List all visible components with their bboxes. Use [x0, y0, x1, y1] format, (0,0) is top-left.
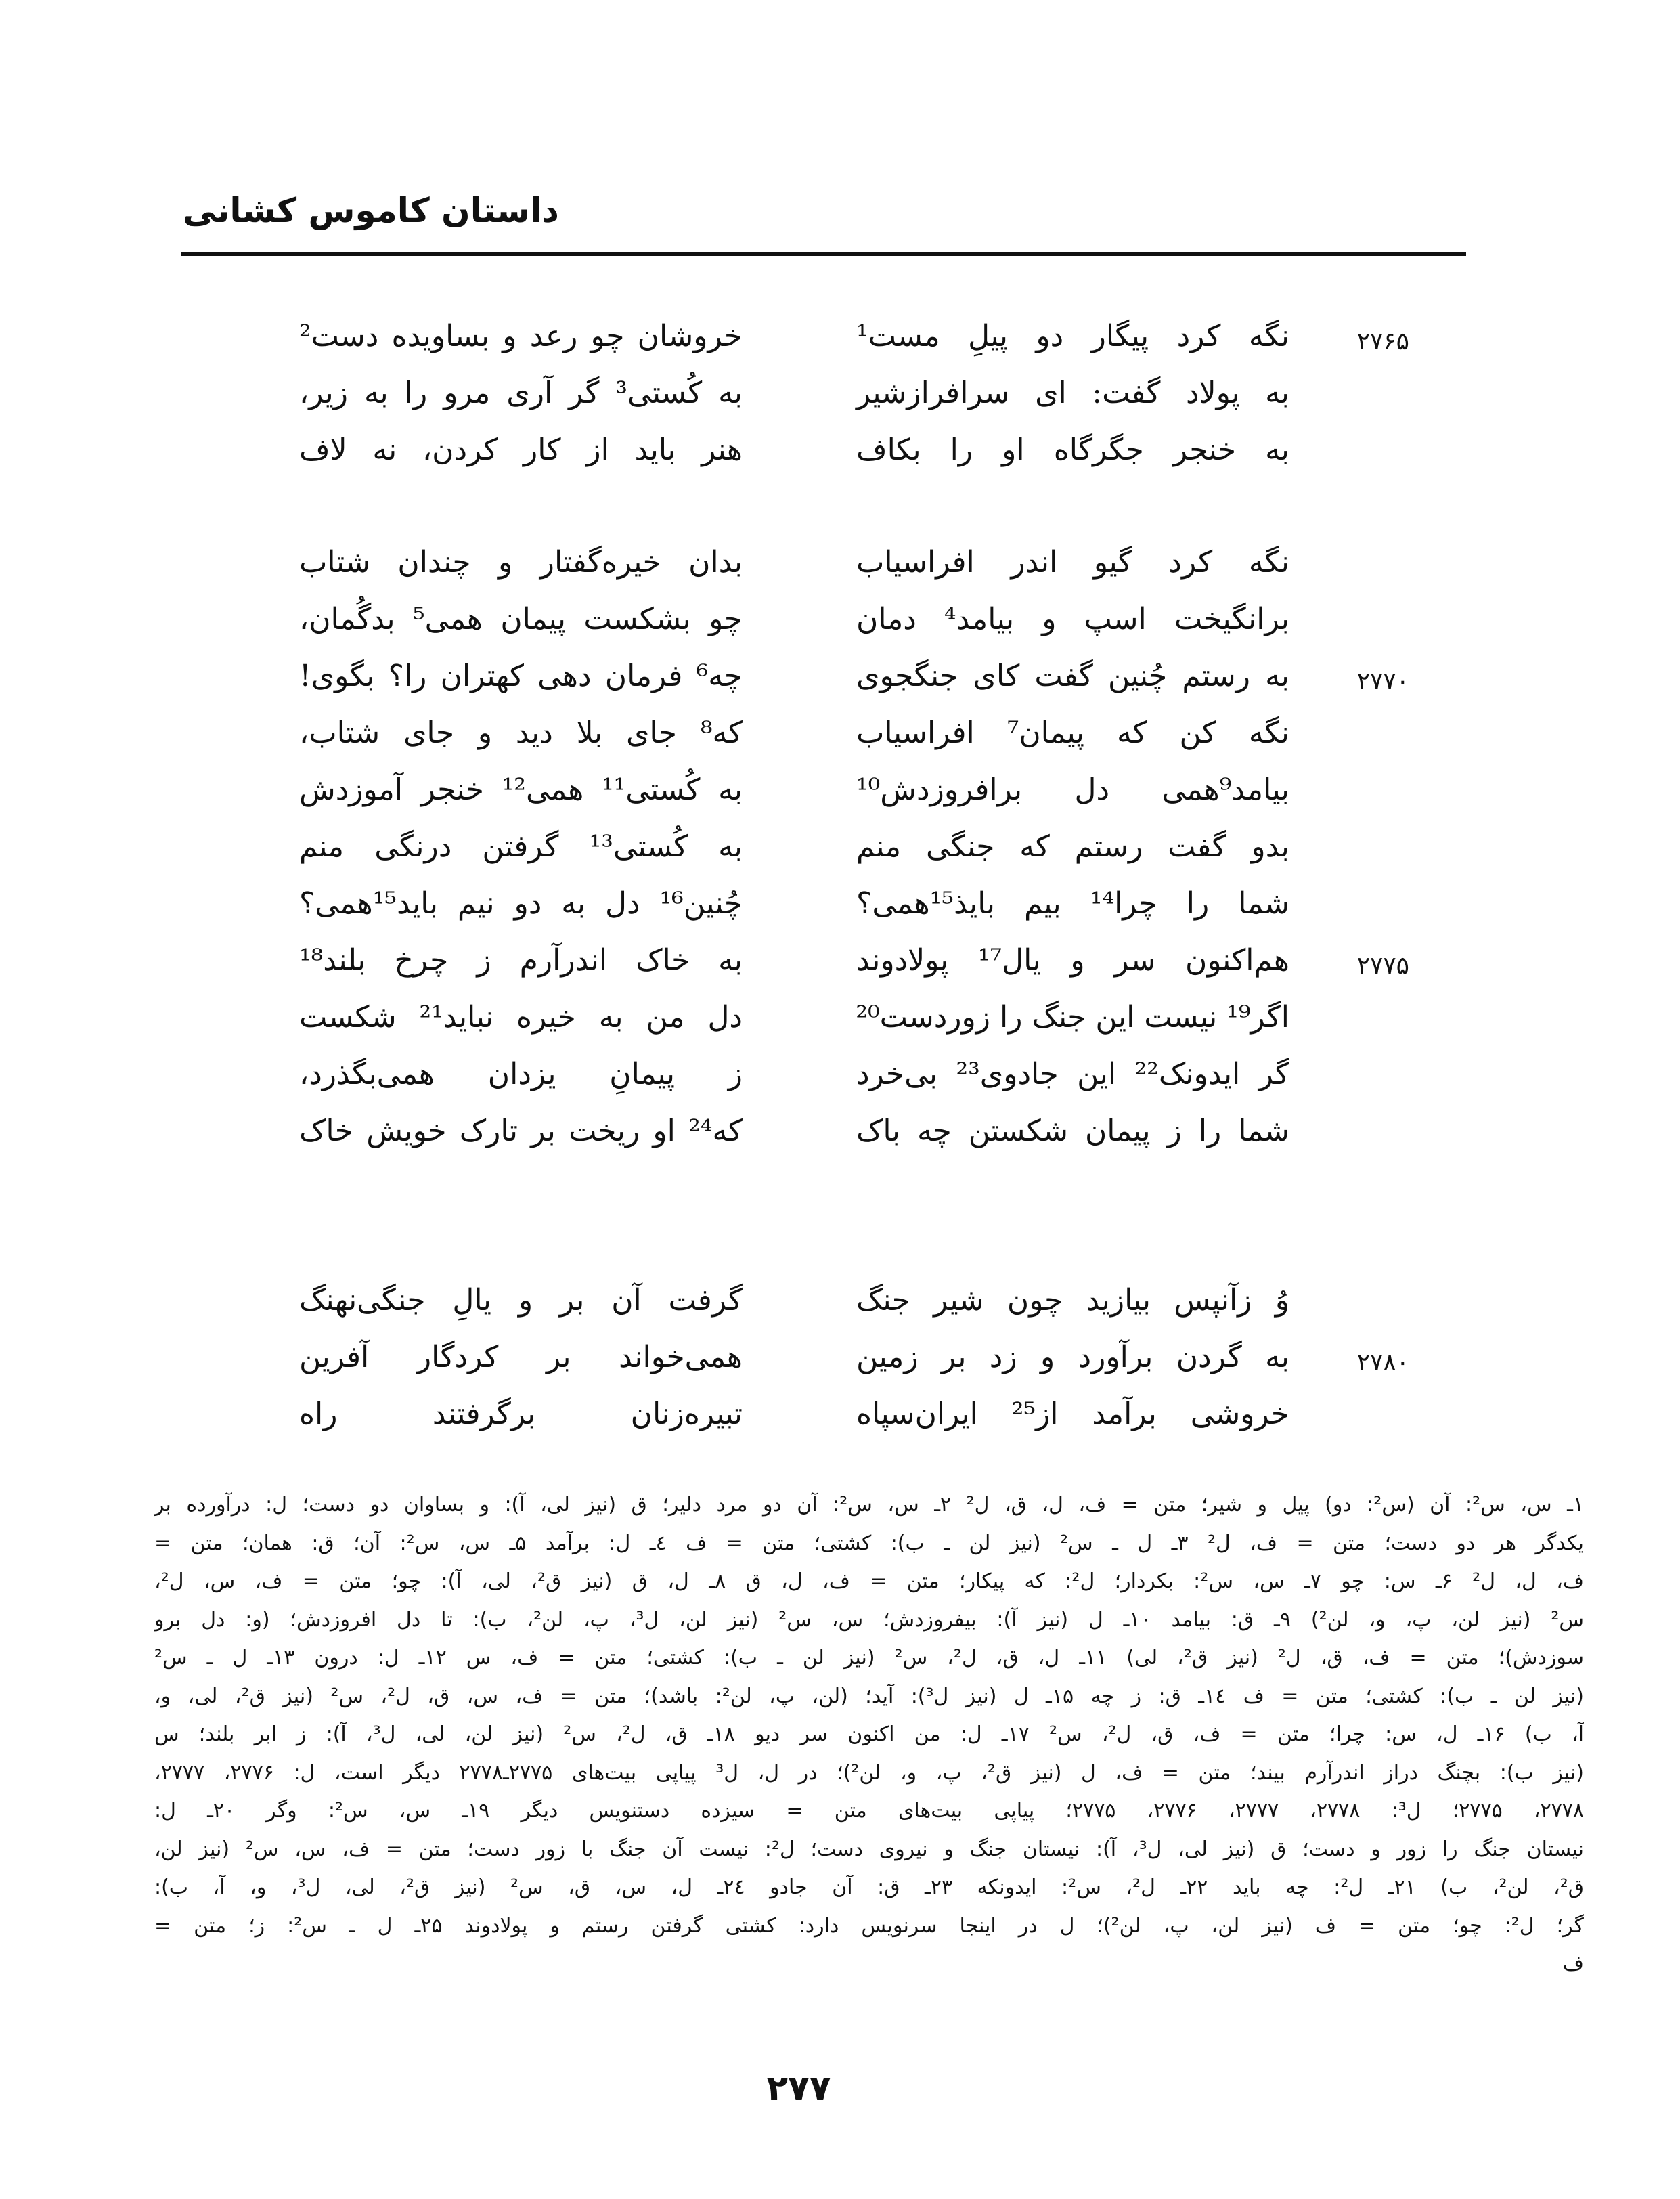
second-hemistich: هنر باید از کار کردن، نه لاف: [299, 433, 743, 467]
second-hemistich: همی‌خواند بر کردگار آفرین: [299, 1340, 743, 1374]
verse-row: [0, 1160, 1680, 1217]
first-hemistich: شما را ز پیمان شکستن چه باک: [856, 1114, 1289, 1148]
verse-row: [0, 932, 1680, 989]
footnotes: [154, 1486, 1584, 1984]
second-hemistich: به کُستی¹³ گرفتن درنگی منم: [299, 829, 743, 864]
first-hemistich: برانگیخت اسپ و بیامد⁴ دمان: [856, 602, 1289, 636]
first-hemistich: وُ زآنپس بیازید چون شیر جنگ: [856, 1283, 1289, 1318]
first-hemistich: به رستم چُنین گفت کای جنگجوی: [856, 659, 1289, 693]
footnote-line: ف: [1562, 1952, 1584, 1976]
verse-row: [0, 875, 1680, 932]
second-hemistich: بدان خیره‌گفتار و چندان شتاب: [299, 545, 743, 580]
verse-row: [0, 1272, 1680, 1329]
second-hemistich: گرفت آن بر و یالِ جنگی‌نهنگ: [299, 1283, 743, 1318]
stanza: [0, 1272, 1680, 1443]
footnote-line: ق²، لن²، ب) ۲۱ـ ل²: چه باید ۲۲ـ ل²، س²: ایدونکه ۲۳ـ ق: آن جادو ۲٤ـ ل، س، ق، س² (نیز ق²، لی، ل³، و، آ، ب):: [154, 1875, 1584, 1899]
second-hemistich: چُنین¹⁶ دل به دو نیم باید¹⁵همی؟: [299, 886, 743, 921]
verse-row: [0, 365, 1680, 422]
stanza: [0, 534, 1680, 1217]
first-hemistich: به پولاد گفت: ای سرافرازشیر: [856, 376, 1289, 410]
first-hemistich: به گردن برآورد و زد بر زمین: [856, 1340, 1289, 1374]
second-hemistich: خروشان چو رعد و بساویده دست²: [299, 319, 743, 353]
first-hemistich: به خنجر جگرگاه او را بکاف: [856, 433, 1289, 467]
footnote-line: س² (نیز لن، پ، و، لن²) ۹ـ ق: بیامد ۱۰ـ ل (نیز آ): بیفروزدش؛ س، س² (نیز لن، ل³، پ، لن²، ب): تا دل افروزدش؛ (و: دل برو: [154, 1607, 1584, 1632]
footnote-line: (نیز ب): بچنگ دراز اندرآرم بیند؛ متن = ف، ل (نیز ق²، پ، و، لن²)؛ در ل، ل³ پیاپی بیت‌های ۲۷۷۵ـ۲۷۷۸ دیگر است، ل: ۲۷۷۶، ۲۷۷۷،: [154, 1760, 1584, 1785]
second-hemistich: به خاک اندرآرم ز چرخ بلند¹⁸: [299, 943, 743, 978]
header-rule: [181, 252, 1466, 256]
verse-row: [0, 648, 1680, 705]
first-hemistich: اگر¹⁹ نیست این جنگ را زوردست²⁰: [856, 1000, 1289, 1035]
verse-row: [0, 1103, 1680, 1160]
footnote-line: نیستان جنگ را زور و دست؛ ق (نیز لی، ل³، آ): نیستان جنگ و نیروی دست؛ ل²: نیست آن جنگ با زور دست؛ متن = ف، س، س² (نیز لن،: [154, 1837, 1584, 1861]
first-hemistich: نگه کرد گیو اندر افراسیاب: [856, 545, 1289, 580]
footnote-line: یکدگر هر دو دست؛ متن = ف، ل² ۳ـ ل ـ س² (نیز لن ـ ب): کشتی؛ متن = ف ٤ـ ل: برآمد ۵ـ س، س²: آن؛ ق: همان؛ متن =: [154, 1531, 1584, 1555]
footnote-line: (نیز لن ـ ب): کشتی؛ متن = ف ۱٤ـ ق: ز چه ۱۵ـ ل (نیز ل³): آید؛ (لن، پ، لن²: باشد)؛ متن = ف، س، ق، ل²، س² (نیز ق²، لی، و،: [154, 1684, 1584, 1708]
stanza: [0, 308, 1680, 479]
footnote-line: ۱ـ س، س²: آن (س²: دو) پیل و شیر؛ متن = ف، ل، ق، ل² ۲ـ س، س²: آن دو مرد دلیر؛ ق (نیز لی، آ): و بساوان دو دست؛ ل: درآورده بر: [154, 1493, 1584, 1517]
footnote-line: گر؛ ل²: چو؛ متن = ف (نیز لن، پ، لن²)؛ ل در اینجا سرنویس دارد: کشتی گرفتن رستم و پولادوند ۲۵ـ ل ـ س²: ز؛ متن =: [154, 1913, 1584, 1938]
verse-row: [0, 1329, 1680, 1386]
first-hemistich: خروشی برآمد از²⁵ ایران‌سپاه: [856, 1397, 1289, 1431]
first-hemistich: شما را چرا¹⁴ بیم بایذ¹⁵همی؟: [856, 886, 1289, 921]
page-number: ۲۷۷: [766, 2068, 831, 2109]
verse-number: ۲۷۷۰: [1356, 668, 1409, 695]
second-hemistich: تبیره‌زنان برگرفتند راه: [299, 1397, 743, 1431]
verse-row: [0, 819, 1680, 875]
verse-number: ۲۷۷۵: [1356, 952, 1409, 980]
verse-row: [0, 308, 1680, 365]
second-hemistich: به کُستی³ گر آری مرو را به زیر،: [299, 376, 743, 410]
verse-row: [0, 591, 1680, 648]
verse-body: [0, 308, 1680, 1498]
footnote-line: آ، ب) ۱۶ـ ل، س: چرا؛ متن = ف، ق، ل²، س² ۱۷ـ ل: من اکنون سر دیو ۱۸ـ ق، ل²، س² (نیز لن، لی، ل³، آ): ز ابر بلند؛ س: [154, 1722, 1584, 1746]
second-hemistich: که²⁴ او ریخت بر تارک خویش خاک: [299, 1114, 743, 1148]
second-hemistich: دل من به خیره نباید²¹ شکست: [299, 1000, 743, 1035]
verse-row: [0, 1046, 1680, 1103]
verse-row: [0, 534, 1680, 591]
first-hemistich: هم‌اکنون سر و یال¹⁷ پولادوند: [856, 943, 1289, 978]
second-hemistich: که⁸ جای بلا دید و جای شتاب،: [299, 716, 743, 750]
first-hemistich: بدو گفت رستم که جنگی منم: [856, 829, 1289, 864]
verse-number: ۲۷۸۰: [1356, 1349, 1409, 1376]
first-hemistich: نگه کرد پیگار دو پیلِ مست¹: [856, 319, 1289, 353]
footnote-line: ف، ل، ل² ۶ـ س: چو ۷ـ س، س²: بکردار؛ ل²: که پیکار؛ متن = ف، ل، ق ۸ـ ل، ق (نیز ق²، لی، آ): چو؛ متن = ف، س، ل²،: [154, 1569, 1584, 1593]
verse-row: [0, 422, 1680, 479]
second-hemistich: ز پیمانِ یزدان همی‌بگذرد،: [299, 1057, 743, 1091]
second-hemistich: چه⁶ فرمان دهی کهتران را؟ بگوی!: [299, 659, 743, 693]
footnote-line: ۲۷۷۸، ۲۷۷۵؛ ل³: ۲۷۷۸، ۲۷۷۷، ۲۷۷۶، ۲۷۷۵؛ پیاپی بیت‌های متن = سیزده دستنویس دیگر ۱۹ـ س، س²: وگر ۲۰ـ ل:: [154, 1799, 1584, 1823]
verse-row: [0, 762, 1680, 819]
second-hemistich: به کُستی¹¹ همی¹² خنجر آموزدش: [299, 772, 743, 807]
verse-number: ۲۷۶۵: [1356, 328, 1409, 355]
running-header-title: داستان کاموس کشانی: [183, 191, 559, 230]
verse-row: [0, 1386, 1680, 1443]
first-hemistich: نگه کن که پیمان⁷ افراسیاب: [856, 716, 1289, 750]
footnote-line: سوزدش)؛ متن = ف، ق، ل² (نیز ق²، لی) ۱۱ـ ل، ق، ل²، س² (نیز لن ـ ب): کشتی؛ متن = ف، س ۱۲ـ ل: درون ۱۳ـ ل ـ س²: [154, 1646, 1584, 1670]
verse-row: [0, 989, 1680, 1046]
verse-row: [0, 705, 1680, 762]
second-hemistich: چو بشکست پیمان همی⁵ بدگُمان،: [299, 602, 743, 636]
first-hemistich: بیامد⁹همی دل برافروزدش¹⁰: [856, 772, 1289, 807]
first-hemistich: گر ایدونک²² این جادوی²³ بی‌خرد: [856, 1057, 1289, 1091]
